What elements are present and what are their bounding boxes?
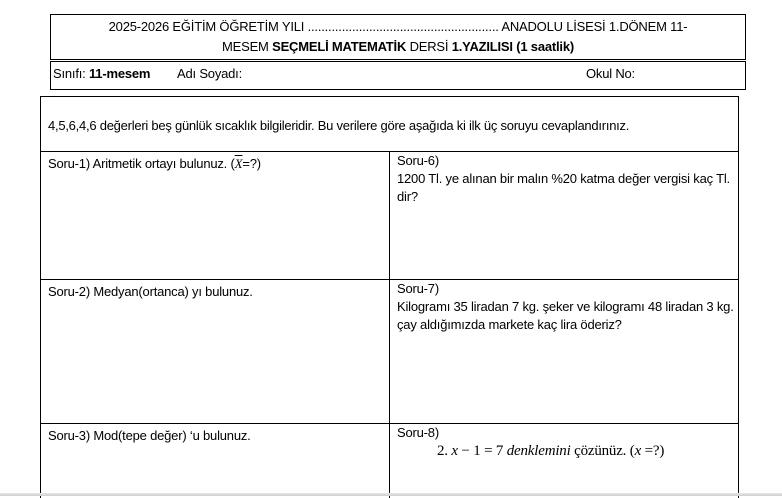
class-value: 11-mesem <box>88 66 151 81</box>
eq-part: − 1 = 7 <box>457 443 507 459</box>
name-field-label: Adı Soyadı: <box>177 66 243 81</box>
title-part: MESEM <box>222 39 273 54</box>
question-8-label: Soru-8) <box>397 425 439 440</box>
eq-variable: x <box>451 443 458 459</box>
exam-number: 1.YAZILISI (1 saatlik) <box>451 39 574 54</box>
question-6-text: 1200 Tl. ye alınan bir malın %20 katma değer vergisi kaç Tl. dir? <box>397 171 730 204</box>
questions-table <box>40 96 739 498</box>
intro-text: 4,5,6,4,6 değerleri beş günlük sıcaklık bilgileridir. Bu verilere göre aşağıda ki ilk üç soruyu cevaplandırınız. <box>48 118 630 133</box>
eq-part: 2. <box>437 443 452 459</box>
question-7 <box>397 280 737 334</box>
question-6-label: Soru-6) <box>397 153 439 168</box>
course-name: SEÇMELİ MATEMATİK <box>272 39 407 54</box>
exam-title-box <box>50 14 746 60</box>
question-2: Soru-2) Medyan(ortanca) yı bulunuz. <box>48 284 253 299</box>
question-6 <box>397 152 737 206</box>
exam-title-line1: 2025-2026 EĞİTİM ÖĞRETİM YILI ........................................................ ANADOLU LİSESİ 1.DÖNEM 11- <box>108 19 688 34</box>
eq-part: çözünüz. ( <box>570 443 635 459</box>
mean-symbol: $\overline{X}$ <box>234 156 243 171</box>
class-field <box>53 66 150 82</box>
eq-part: =?) <box>641 443 665 459</box>
eq-variable: x <box>634 443 642 459</box>
question-1-text: Soru-1) Aritmetik ortayı bulunuz. ( <box>48 156 235 171</box>
question-7-text: Kilogramı 35 liradan 7 kg. şeker ve kilogramı 48 liradan 3 kg. çay aldığımızda markete kaç lira öderiz? <box>397 299 734 332</box>
student-info-box <box>50 61 746 90</box>
column-divider <box>389 151 390 498</box>
question-1-suffix: =?) <box>242 156 261 171</box>
question-7-label: Soru-7) <box>397 281 439 296</box>
eq-word: denklemini <box>506 443 571 459</box>
class-label: Sınıfı: <box>53 66 89 81</box>
title-part: DERSİ <box>406 39 452 54</box>
question-3: Soru-3) Mod(tepe değer) ‘u bulunuz. <box>48 428 251 443</box>
question-8-equation <box>397 442 737 460</box>
question-8 <box>397 424 737 460</box>
question-1 <box>48 155 261 173</box>
exam-title-line2 <box>51 39 745 55</box>
school-no-label: Okul No: <box>586 66 635 81</box>
